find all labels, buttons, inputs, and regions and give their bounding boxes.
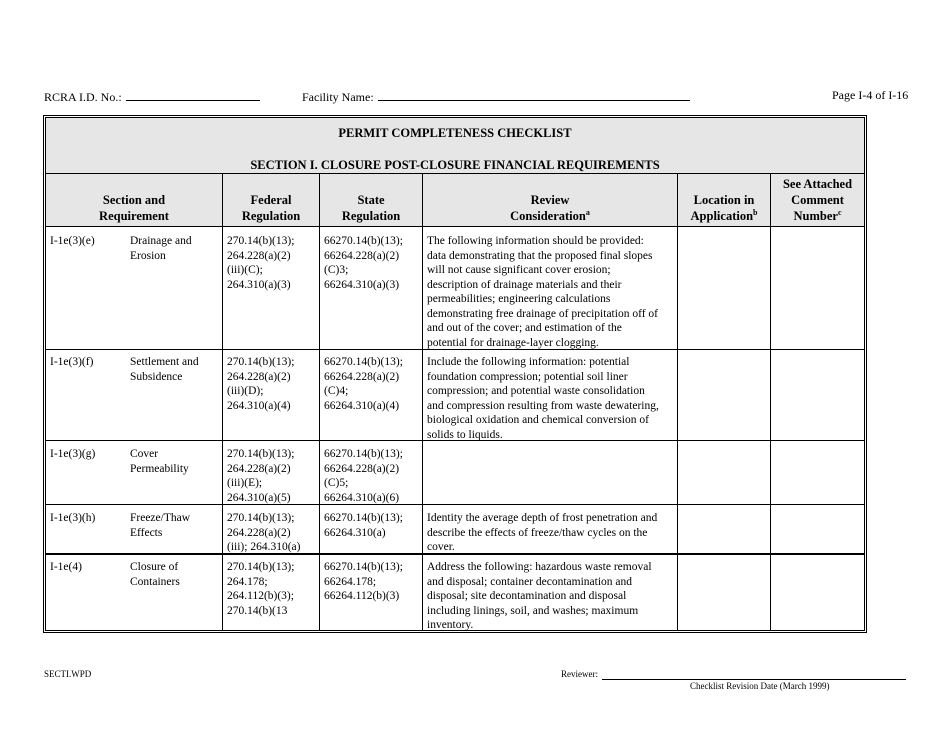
row-state-regulation: 66270.14(b)(13); 66264.310(a) [324,512,403,539]
facility-name-blank[interactable] [378,88,690,101]
reviewer-label: Reviewer: [561,669,598,679]
row-id: I-1e(3)(g) [50,448,96,460]
col-header-comment-line2: Comment [791,193,844,207]
row-divider [46,504,864,505]
col-divider [677,174,678,630]
col-header-state-line2: Regulation [341,209,401,223]
col-header-section-line1: Section and [102,193,166,207]
col-header-comment-line1: See Attached [782,177,853,191]
rcra-id-label: RCRA I.D. No.: [44,90,122,104]
col-header-section-line2: Requirement [99,209,169,223]
rcra-id-blank[interactable] [126,88,260,101]
row-state-regulation: 66270.14(b)(13); 66264.228(a)(2) (C)5; 66264.310(a)(6) [324,448,403,504]
rcra-id-field [44,88,260,105]
row-federal-regulation: 270.14(b)(13); 264.178; 264.112(b)(3); 270.14(b)(13 [227,561,295,617]
row-federal-regulation: 270.14(b)(13); 264.228(a)(2) (iii)(D); 264.310(a)(4) [227,356,295,412]
row-federal-regulation: 270.14(b)(13); 264.228(a)(2) (iii)(E); 264.310(a)(5) [227,448,295,504]
col-header-location-line2: Application$^b$ [690,207,758,223]
revision-date: Checklist Revision Date (March 1999) [690,681,830,691]
col-header-location [678,174,770,227]
col-header-state [320,174,422,227]
col-divider [319,174,320,630]
row-review-consideration: Include the following information: potential foundation compression; potential soil liner compression; and potential waste consolidation and compression resulting from waste dewatering, biological oxidation and chemical conversion of solids to liquids. [427,356,659,441]
table-title-band [46,118,864,174]
row-review-consideration: Identity the average depth of frost penetration and describe the effects of freeze/thaw cycles on the cover. [427,512,658,553]
row-id: I-1e(3)(h) [50,512,96,524]
row-requirement: Settlement and Subsidence [130,356,199,383]
row-state-regulation: 66270.14(b)(13); 66264.178; 66264.112(b)(3) [324,561,403,602]
col-header-review-line1: Review [530,193,570,207]
col-header-federal-line1: Federal [250,193,292,207]
reviewer-blank[interactable] [602,679,906,680]
facility-name-field [302,88,690,105]
row-requirement: Freeze/Thaw Effects [130,512,191,539]
row-requirement: Drainage and Erosion [130,235,192,262]
row-requirement: Closure of Containers [130,561,180,588]
row-review-consideration: The following information should be provided: data demonstrating that the proposed final slopes will not cause significant cover erosion; description of drainage materials and their permeabilities; engineering calculations demonstrating free drainage of precipitation off of and out of the cover; and estimation of the potential for drainage-layer clogging. [427,235,658,349]
col-header-location-line1: Location in [693,193,755,207]
file-name: SECTI.WPD [44,669,92,679]
table-title: PERMIT COMPLETENESS CHECKLIST [338,126,572,140]
col-divider [222,174,223,630]
col-divider [770,174,771,630]
row-federal-regulation: 270.14(b)(13); 264.228(a)(2) (iii)(C); 264.310(a)(3) [227,235,295,291]
row-requirement: Cover Permeability [130,448,189,475]
row-state-regulation: 66270.14(b)(13); 66264.228(a)(2) (C)4; 66264.310(a)(4) [324,356,403,412]
facility-name-label: Facility Name: [302,90,374,104]
col-header-review [423,174,677,227]
col-header-comment [771,174,864,227]
col-header-review-line2: Consideration$^a$ [510,207,590,223]
col-header-federal-line2: Regulation [241,209,301,223]
row-id: I-1e(3)(f) [50,356,94,368]
col-header-section [46,174,222,227]
page-number: Page I-4 of I-16 [832,88,909,102]
row-state-regulation: 66270.14(b)(13); 66264.228(a)(2) (C)3; 66264.310(a)(3) [324,235,403,291]
col-header-comment-line3: Number$^c$ [793,207,842,223]
col-header-federal [223,174,319,227]
col-divider [422,174,423,630]
checklist-table [43,115,867,633]
row-id: I-1e(4) [50,561,82,573]
section-title: SECTION I. CLOSURE POST-CLOSURE FINANCIAL REQUIREMENTS [250,158,660,172]
row-id: I-1e(3)(e) [50,235,95,247]
col-header-state-line1: State [357,193,385,207]
row-review-consideration: Address the following: hazardous waste removal and disposal; container decontamination and disposal; site decontamination and disposal including linings, soil, and washes; maximum inventory. [427,561,652,631]
row-federal-regulation: 270.14(b)(13); 264.228(a)(2) (iii); 264.310(a) [227,512,301,553]
